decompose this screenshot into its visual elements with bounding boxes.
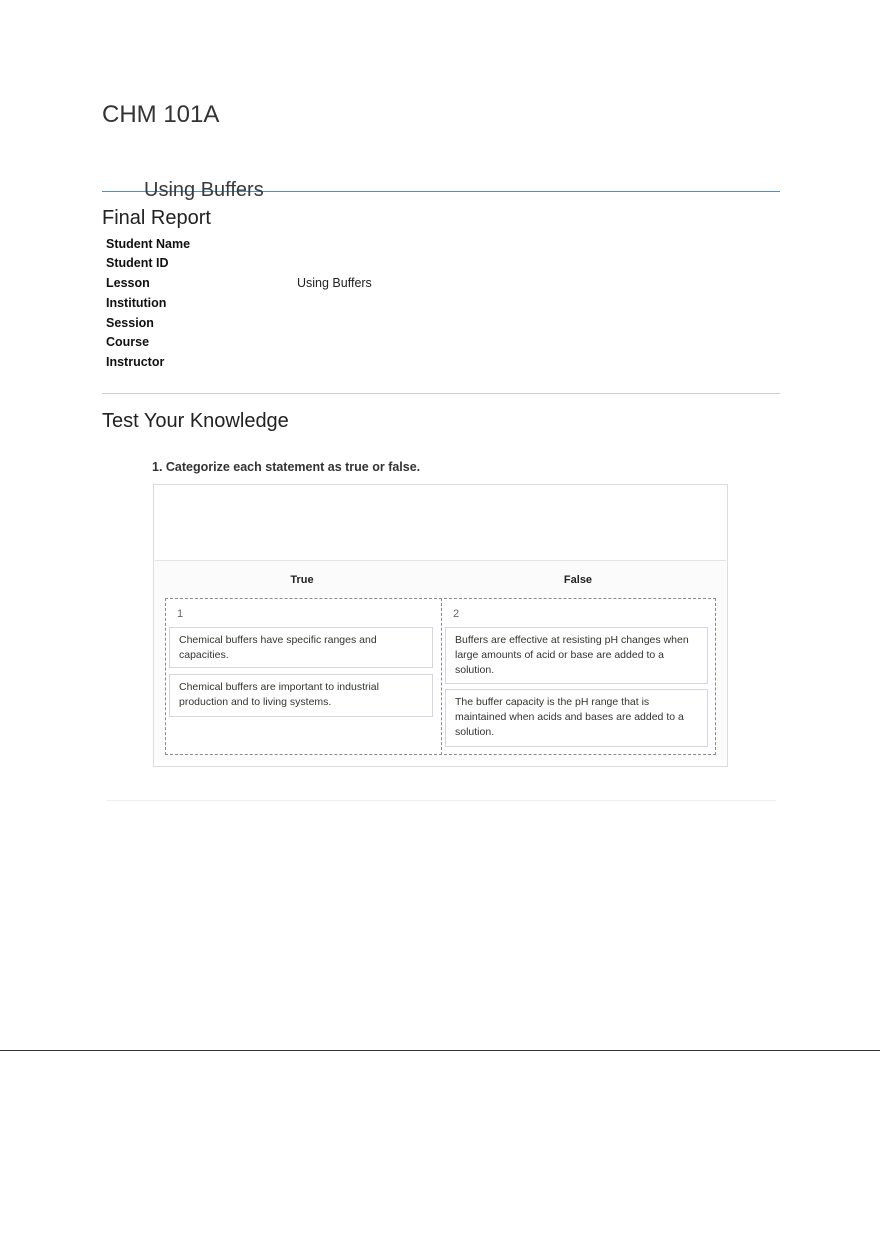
statement-card[interactable]: The buffer capacity is the pH range that is maintained when acids and bases are added to a solution. bbox=[445, 689, 708, 747]
info-row-session bbox=[106, 316, 506, 334]
info-label: Session bbox=[106, 316, 154, 330]
info-label: Lesson bbox=[106, 276, 150, 290]
info-label: Course bbox=[106, 335, 150, 349]
statement-card[interactable]: Chemical buffers have specific ranges and capacities. bbox=[169, 627, 433, 668]
info-row-course bbox=[106, 335, 506, 353]
info-row-lesson bbox=[106, 276, 506, 294]
statement-card[interactable]: Chemical buffers are important to industrial production and to living systems. bbox=[169, 674, 433, 717]
info-label: Instructor bbox=[106, 355, 165, 369]
drop-zone-divider bbox=[441, 598, 442, 755]
info-row-instructor bbox=[106, 355, 506, 373]
column-heading-false: False bbox=[563, 574, 593, 586]
info-label: Student ID bbox=[106, 256, 169, 270]
info-label: Student Name bbox=[106, 237, 191, 251]
course-code: CHM 101A bbox=[102, 101, 220, 128]
page-break-line bbox=[0, 1050, 880, 1051]
report-title: Final Report bbox=[102, 207, 211, 229]
section-title: Test Your Knowledge bbox=[102, 410, 289, 432]
info-value: Using Buffers bbox=[297, 276, 372, 290]
info-row-student-id bbox=[106, 256, 506, 274]
section-divider bbox=[102, 393, 780, 394]
info-row-student-name bbox=[106, 237, 506, 255]
info-label: Institution bbox=[106, 296, 167, 310]
content-end-divider bbox=[106, 800, 776, 801]
statement-card[interactable]: Buffers are effective at resisting pH changes when large amounts of acid or base are added to a solution. bbox=[445, 627, 708, 684]
zone-number-false: 2 bbox=[453, 608, 460, 620]
info-row-institution bbox=[106, 296, 506, 314]
question-prompt: 1. Categorize each statement as true or false. bbox=[152, 460, 421, 474]
zone-number-true: 1 bbox=[177, 608, 184, 620]
column-heading-true: True bbox=[290, 574, 314, 586]
lesson-subtitle: Using Buffers bbox=[144, 179, 264, 201]
